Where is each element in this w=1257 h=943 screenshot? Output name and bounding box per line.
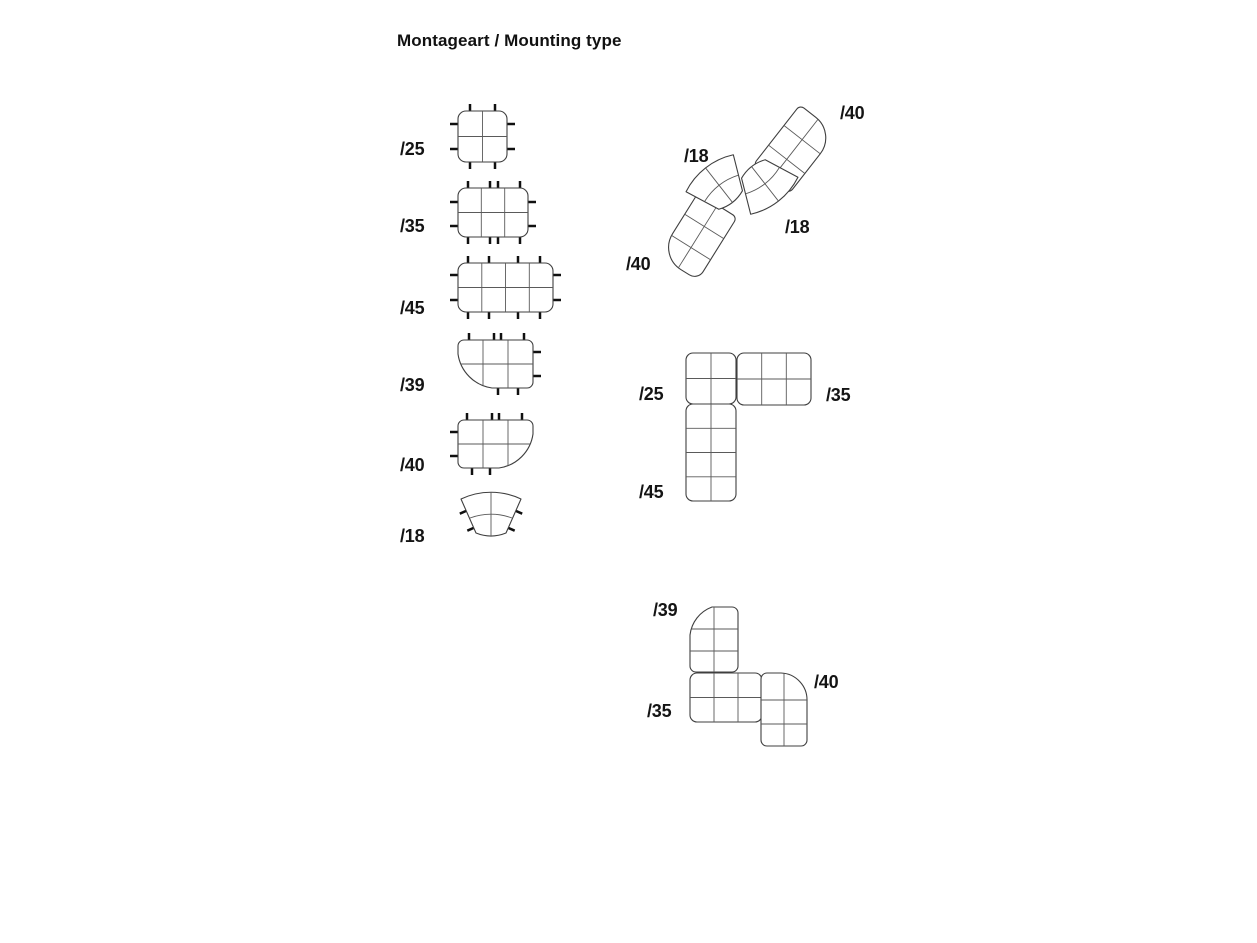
l-shape-module-25 <box>686 353 736 404</box>
corner-label-35: /35 <box>647 701 672 721</box>
l-shape-module-45 <box>686 404 736 501</box>
s-curve-label-18-right: /18 <box>785 217 810 237</box>
l-shape-label-25: /25 <box>639 384 664 404</box>
s-curve-label-40-top: /40 <box>840 103 865 123</box>
module-39-diagram <box>454 333 541 395</box>
l-shape-module-35 <box>737 353 811 405</box>
module-label-45: /45 <box>400 298 425 318</box>
s-curve-label-40-bottom: /40 <box>626 254 651 274</box>
module-label-39: /39 <box>400 375 425 395</box>
corner-module-39 <box>686 603 742 672</box>
corner-module-35 <box>690 673 762 722</box>
s-curve-label-18-left: /18 <box>684 146 709 166</box>
module-label-35: /35 <box>400 216 425 236</box>
module-label-40: /40 <box>400 455 425 475</box>
module-40-diagram <box>450 413 537 475</box>
assembly-s-curve <box>659 105 836 280</box>
module-45-diagram <box>450 256 561 319</box>
assembly-corner <box>686 603 811 746</box>
module-35-diagram <box>450 181 536 244</box>
module-18-diagram <box>460 491 522 537</box>
corner-label-39: /39 <box>653 600 678 620</box>
corner-module-40 <box>757 673 811 746</box>
page-title: Montageart / Mounting type <box>397 31 622 50</box>
assembly-l-shape <box>686 353 811 501</box>
corner-label-40: /40 <box>814 672 839 692</box>
module-25-diagram <box>450 104 515 169</box>
l-shape-label-45: /45 <box>639 482 664 502</box>
l-shape-label-35: /35 <box>826 385 851 405</box>
module-label-18: /18 <box>400 526 425 546</box>
module-label-25: /25 <box>400 139 425 159</box>
